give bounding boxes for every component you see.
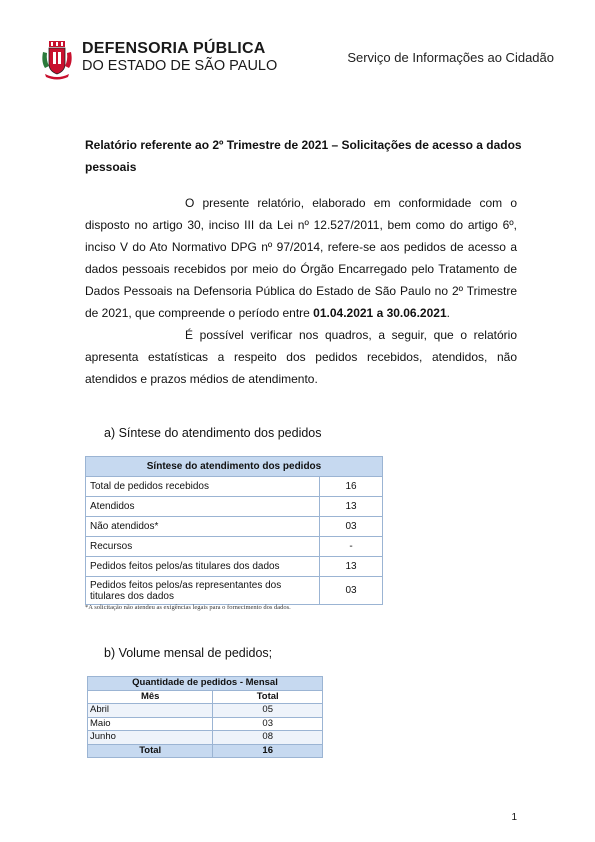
row-value: 16 — [320, 477, 383, 497]
total-cell: 05 — [213, 704, 323, 718]
logo-subtitle: DO ESTADO DE SÃO PAULO — [82, 58, 278, 74]
table-row — [86, 497, 383, 517]
row-value: 13 — [320, 557, 383, 577]
row-label: Pedidos feitos pelos/as representantes dos titulares dos dados — [86, 577, 320, 605]
table-row — [86, 537, 383, 557]
total-cell: 08 — [213, 731, 323, 745]
row-label: Recursos — [86, 537, 320, 557]
page-number: 1 — [511, 812, 517, 823]
period-range: 01.04.2021 a 30.06.2021 — [313, 306, 447, 320]
row-label: Pedidos feitos pelos/as titulares dos dados — [86, 557, 320, 577]
table-row — [86, 477, 383, 497]
table-row — [86, 577, 383, 605]
intro-text: O presente relatório, elaborado em conformidade com o disposto no artigo 30, inciso III da Lei nº 12.527/2011, bem como do artigo 6º, inciso V do Ato Normativo DPG nº 97/2014, refere-se aos pedidos de acesso a dados pessoais recebidos por meio do Órgão Encarregado pelo Tratamento de Dados Pessoais na Defensoria Pública do Estado de São Paulo no 2º Trimestre de 2021, que compreende o período entre — [85, 196, 517, 320]
coat-of-arms-icon — [40, 40, 74, 80]
total-cell: 03 — [213, 717, 323, 731]
report-title: Relatório referente ao 2º Trimestre de 2021 – Solicitações de acesso a dados pessoais — [85, 138, 522, 174]
section-b-heading: b) Volume mensal de pedidos; — [104, 646, 273, 660]
column-header-total: Total — [213, 690, 323, 704]
row-value: - — [320, 537, 383, 557]
month-cell: Abril — [88, 704, 213, 718]
summary-table — [85, 456, 383, 605]
table-row — [86, 517, 383, 537]
table-row — [86, 557, 383, 577]
intro-end: . — [446, 306, 450, 320]
intro-paragraph — [85, 192, 517, 324]
total-label: Total — [88, 744, 213, 758]
column-header-month: Mês — [88, 690, 213, 704]
row-value: 03 — [320, 517, 383, 537]
service-name: Serviço de Informações ao Cidadão — [347, 50, 554, 65]
table-row — [88, 731, 323, 745]
logo — [40, 40, 278, 80]
month-cell: Junho — [88, 731, 213, 745]
row-value: 03 — [320, 577, 383, 605]
monthly-table-title: Quantidade de pedidos - Mensal — [88, 677, 323, 691]
summary-table-title: Síntese do atendimento dos pedidos — [86, 457, 383, 477]
month-cell: Maio — [88, 717, 213, 731]
table-row — [88, 704, 323, 718]
total-value: 16 — [213, 744, 323, 758]
row-label: Não atendidos* — [86, 517, 320, 537]
second-paragraph — [85, 324, 517, 390]
second-text: É possível verificar nos quadros, a seguir, que o relatório apresenta estatísticas a respeito dos pedidos recebidos, atendidos, não atendidos e prazos médios de atendimento. — [85, 328, 517, 386]
footnote: *A solicitação não atendeu as exigências legais para o fornecimento dos dados. — [85, 604, 291, 611]
row-label: Atendidos — [86, 497, 320, 517]
row-label: Total de pedidos recebidos — [86, 477, 320, 497]
monthly-table — [87, 676, 323, 758]
logo-title: DEFENSORIA PÚBLICA — [82, 40, 266, 57]
section-a-heading: a) Síntese do atendimento dos pedidos — [104, 426, 322, 440]
table-row — [88, 717, 323, 731]
row-value: 13 — [320, 497, 383, 517]
